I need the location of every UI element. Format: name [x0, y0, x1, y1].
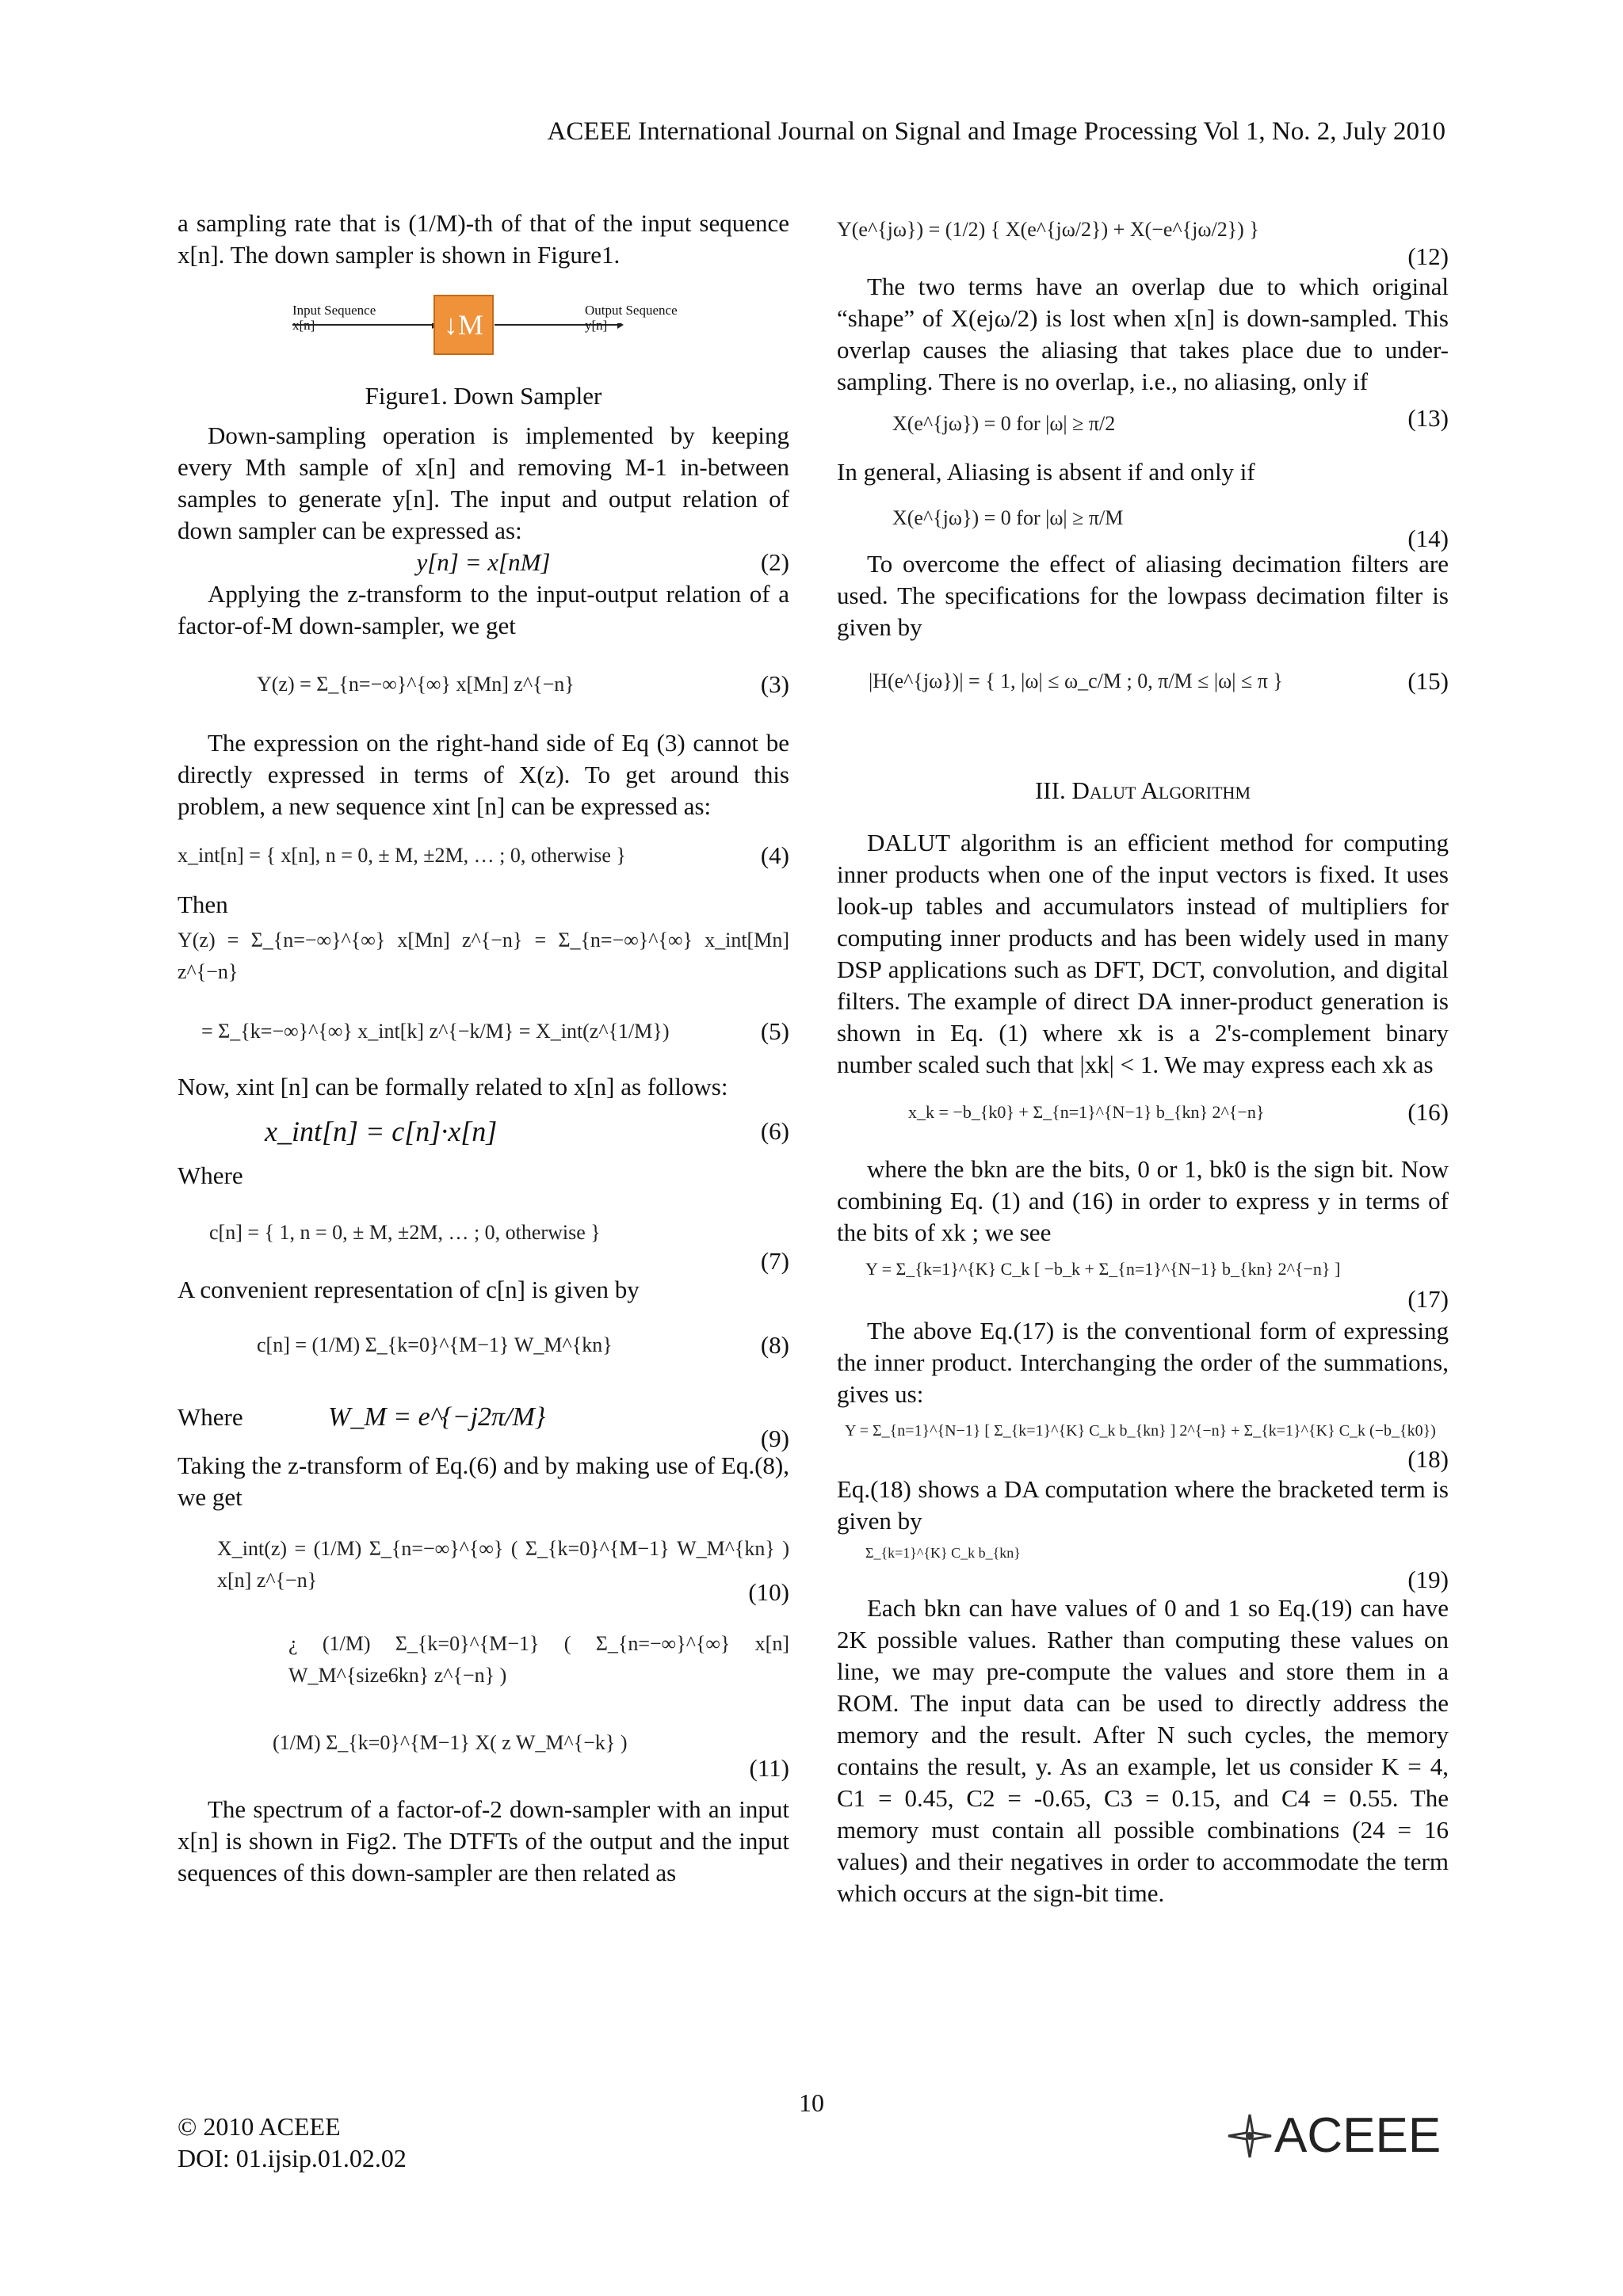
figure-input-label: Input Sequence x[n]: [292, 303, 376, 333]
equation-13: [837, 398, 1449, 450]
equation-number: (13): [1407, 404, 1449, 432]
equation-2: [178, 547, 789, 578]
equation-5a: [178, 921, 789, 992]
where-label: Where: [178, 1403, 243, 1431]
paragraph: The two terms have an overlap due to which original “shape” of X(ejω/2) is lost when x[n] is down-sampled. This overlap causes the aliasing that takes place due to under-sampling. There is no overlap, i.e., no aliasing, only if: [837, 273, 1449, 395]
equation-9: [178, 1385, 789, 1450]
equation-body: x_int[n] = c[n]·x[n]: [265, 1116, 498, 1147]
equation-body: Y(z) = Σ_{n=−∞}^{∞} x[Mn] z^{−n} = Σ_{n=−∞}^{∞} x_int[Mn] z^{−n}: [178, 929, 789, 983]
equation-17: [837, 1249, 1449, 1315]
equation-18: [837, 1410, 1449, 1474]
paragraph: Taking the z-transform of Eq.(6) and by making use of Eq.(8), we get: [178, 1451, 789, 1511]
paragraph: a sampling rate that is (1/M)-th of that of the input sequence x[n]. The down sampler is shown in Figure1.: [178, 209, 789, 269]
equation-body: = Σ_{k=−∞}^{∞} x_int[k] z^{−k/M} = X_int(z^{1/M}): [201, 1020, 670, 1043]
equation-number: (12): [1407, 242, 1449, 270]
equation-body: Y = Σ_{k=1}^{K} C_k [ −b_k + Σ_{n=1}^{N−1} b_{kn} 2^{−n} ]: [865, 1259, 1341, 1279]
equation-number: (3): [760, 670, 789, 698]
paragraph: Where: [178, 1161, 243, 1189]
equation-body: (1/M) Σ_{k=0}^{M−1} X( z W_M^{−k} ): [273, 1731, 628, 1754]
equation-number: (7): [760, 1247, 789, 1275]
equation-number: (8): [760, 1331, 789, 1359]
equation-3: [178, 642, 789, 727]
equation-number: (6): [760, 1117, 789, 1145]
equation-body: y[n] = x[nM]: [416, 548, 551, 576]
logo-text: ACEEE: [1274, 2108, 1442, 2163]
paragraph: Now, xint [n] can be formally related to x[n] as follows:: [178, 1073, 728, 1100]
paragraph: Each bkn can have values of 0 and 1 so Eq.(19) can have 2K possible values. Rather than computing these values on line, we may pre-compute the values and store them in a ROM. The input data can be used to directly address the memory and the result. After N such cycles, the memory contains the result, y. As an example, let us consider K = 4, C1 = 0.45, C2 = -0.65, C3 = 0.15, and C4 = 0.55. The memory must contain all possible combinations (24 = 16 values) and their negatives in order to accommodate the term which occurs at the sign-bit time.: [837, 1594, 1449, 1907]
copyright: © 2010 ACEEE: [178, 2112, 341, 2141]
equation-body: c[n] = (1/M) Σ_{k=0}^{M−1} W_M^{kn}: [257, 1333, 613, 1356]
equation-number: (9): [760, 1425, 789, 1452]
equation-6: [178, 1103, 789, 1160]
right-column: [837, 208, 1449, 1909]
equation-body: Y(z) = Σ_{n=−∞}^{∞} x[Mn] z^{−n}: [257, 673, 575, 696]
paragraph: where the bkn are the bits, 0 or 1, bk0 is the sign bit. Now combining Eq. (1) and (16) in order to express y in terms of the bits of xk ; we see: [837, 1155, 1449, 1246]
page-number: 10: [799, 2088, 824, 2117]
equation-body: ¿ (1/M) Σ_{k=0}^{M−1} ( Σ_{n=−∞}^{∞} x[n] W_M^{size6kn} z^{−n} ): [288, 1632, 789, 1687]
equation-7: [178, 1192, 789, 1274]
equation-body: |H(e^{jω})| = { 1, |ω| ≤ ω_c/M ; 0, π/M ≤ |ω| ≤ π }: [869, 669, 1283, 692]
paragraph: A convenient representation of c[n] is given by: [178, 1276, 640, 1303]
left-column: [178, 208, 789, 1889]
equation-body: Y(e^{jω}) = (1/2) { X(e^{jω/2}) + X(−e^{jω/2}) }: [837, 218, 1259, 241]
paragraph: DALUT algorithm is an efficient method for computing inner products when one of the input vectors is fixed. It uses look-up tables and accumulators instead of multipliers for computing inner products and has been widely used in many DSP applications such as DFT, DCT, convolution, and digital filters. The example of direct DA inner-product generation is shown in Eq. (1) where xk is a 2's-complement binary number scaled such that |xk| < 1. We may express each xk as: [837, 829, 1449, 1078]
figure-caption: Figure1. Down Sampler: [365, 382, 602, 410]
equation-10: [178, 1513, 789, 1616]
equation-number: (16): [1407, 1098, 1449, 1126]
equation-19: [837, 1537, 1449, 1592]
paragraph: The above Eq.(17) is the conventional form of expressing the inner product. Interchanging the order of the summations, gives us:: [837, 1317, 1449, 1408]
equation-body: c[n] = { 1, n = 0, ± M, ±2M, … ; 0, otherwise }: [209, 1221, 601, 1244]
aceee-logo-icon: [1225, 2111, 1274, 2161]
paragraph: The spectrum of a factor-of-2 down-sampler with an input x[n] is shown in Fig2. The DTFTs of the output and the input sequences of this down-sampler are then related as: [178, 1795, 789, 1886]
equation-8: [178, 1306, 789, 1385]
section-heading: III. Dalut Algorithm: [1034, 776, 1251, 804]
equation-11a: [178, 1616, 789, 1703]
equation-16: [837, 1081, 1449, 1144]
equation-number: (19): [1407, 1566, 1449, 1593]
figure-output-label: Output Sequence y[n]: [585, 303, 678, 333]
equation-body: X(e^{jω}) = 0 for |ω| ≥ π/2: [892, 412, 1116, 435]
equation-body: Σ_{k=1}^{K} C_k b_{kn}: [865, 1545, 1021, 1561]
equation-14: [837, 488, 1449, 552]
equation-11b: [178, 1703, 789, 1783]
paragraph: Eq.(18) shows a DA computation where the bracketed term is given by: [837, 1475, 1449, 1535]
equation-4: [178, 822, 789, 889]
doi: DOI: 01.ijsip.01.02.02: [178, 2144, 407, 2172]
equation-12: [837, 208, 1449, 271]
equation-body: x_k = −b_{k0} + Σ_{n=1}^{N−1} b_{kn} 2^{−n}: [908, 1102, 1265, 1122]
equation-number: (18): [1407, 1445, 1449, 1473]
equation-15: [837, 643, 1449, 719]
paragraph: The expression on the right-hand side of Eq (3) cannot be directly expressed in terms of X(z). To get around this problem, a new sequence xint [n] can be expressed as:: [178, 729, 789, 820]
equation-body: X(e^{jω}) = 0 for |ω| ≥ π/M: [892, 506, 1124, 529]
equation-body: X_int(z) = (1/M) Σ_{n=−∞}^{∞} ( Σ_{k=0}^{M−1} W_M^{kn} ) x[n] z^{−n}: [217, 1537, 789, 1592]
down-sampler-block: ↓M: [433, 295, 494, 355]
equation-number: (5): [760, 1017, 789, 1045]
equation-number: (15): [1407, 667, 1449, 695]
paragraph: To overcome the effect of aliasing decimation filters are used. The specifications for the lowpass decimation filter is given by: [837, 550, 1449, 641]
paragraph: Then: [178, 891, 228, 918]
equation-number: (17): [1407, 1285, 1449, 1313]
equation-number: (10): [748, 1578, 789, 1606]
equation-number: (4): [760, 841, 789, 869]
equation-number: (14): [1407, 524, 1449, 552]
equation-body: x_int[n] = { x[n], n = 0, ± M, ±2M, … ; 0, otherwise }: [178, 844, 626, 867]
paragraph: Down-sampling operation is implemented by keeping every Mth sample of x[n] and removing M-1 in-between samples to generate y[n]. The input and output relation of down sampler can be expressed as:: [178, 421, 789, 544]
paragraph: Applying the z-transform to the input-output relation of a factor-of-M down-sampler, we get: [178, 580, 789, 639]
equation-body: Y = Σ_{n=1}^{N−1} [ Σ_{k=1}^{K} C_k b_{kn} ] 2^{−n} + Σ_{k=1}^{K} C_k (−b_{k0}): [845, 1422, 1436, 1440]
equation-body: W_M = e^{−j2π/M}: [328, 1402, 546, 1432]
aceee-logo: [1225, 2107, 1441, 2164]
figure-down-sampler: [178, 271, 789, 390]
equation-5b: [178, 992, 789, 1071]
running-header: ACEEE International Journal on Signal and Image Processing Vol 1, No. 2, July 2010: [547, 117, 1445, 146]
equation-number: (2): [760, 548, 789, 576]
paragraph: In general, Aliasing is absent if and only if: [837, 458, 1255, 486]
equation-number: (11): [749, 1754, 789, 1782]
